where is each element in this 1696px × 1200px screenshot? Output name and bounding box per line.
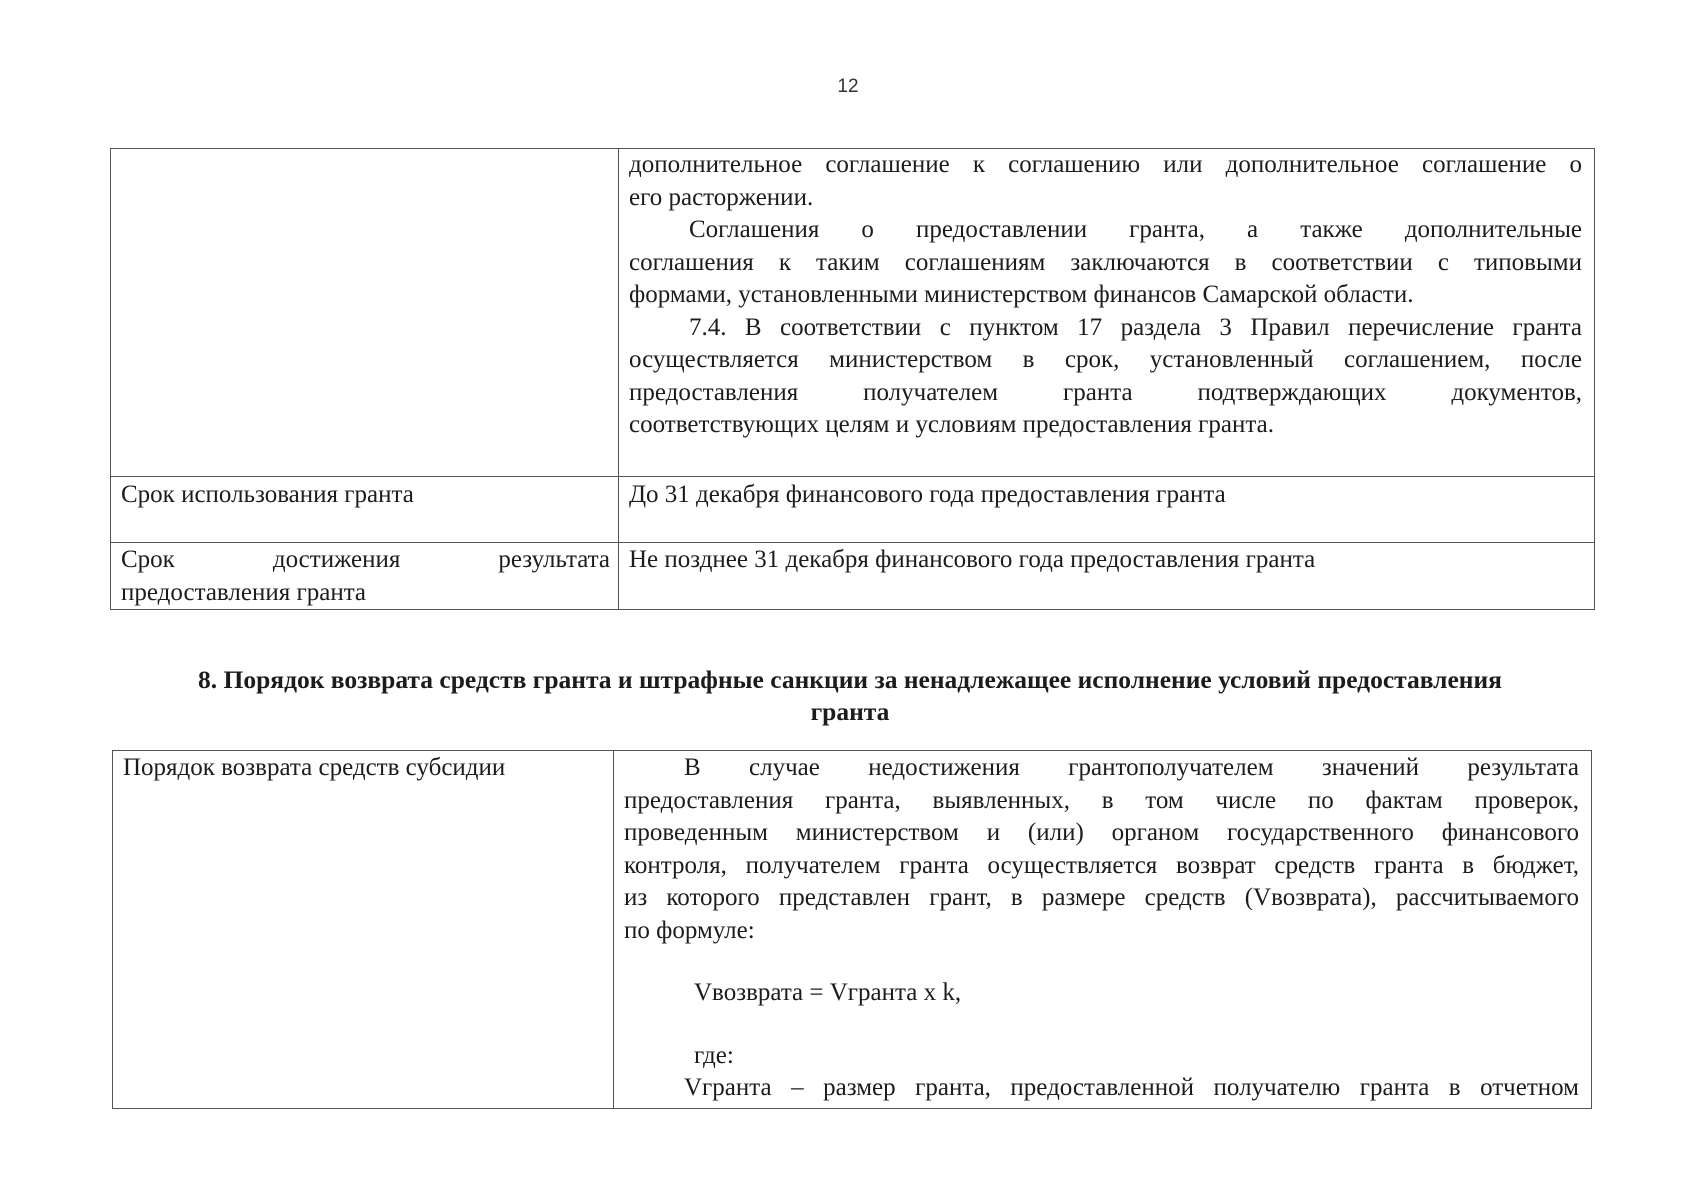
- grant-return-table: [112, 750, 1592, 1109]
- grant-terms-table: [110, 148, 1595, 610]
- text-line: его расторжении.: [629, 183, 814, 211]
- text-line: проведенным министерством и (или) органом государственного финансового: [624, 819, 1579, 846]
- row-label-line: предоставления гранта: [121, 578, 367, 606]
- table-cell-right: [619, 477, 1595, 543]
- table-cell-left: [111, 477, 619, 543]
- row-label-line: Срок достижения результата: [121, 546, 610, 573]
- section-heading: [120, 664, 1580, 728]
- text-line: предоставления гранта, выявленных, в том числе по фактам проверок,: [624, 786, 1579, 814]
- text-line: из которого представлен грант, в размере средств (Vвозврата), рассчитываемого: [624, 884, 1579, 911]
- table-cell-left: [113, 751, 614, 1109]
- table-cell-left: [111, 149, 619, 477]
- table-cell-right: [614, 751, 1592, 1109]
- row-value: До 31 декабря финансового года предоставления гранта: [629, 481, 1226, 508]
- text-line: соответствующих целям и условиям предоставления гранта.: [629, 411, 1274, 438]
- text-line: дополнительное соглашение к соглашению или дополнительное соглашение о: [629, 151, 1582, 178]
- formula: Vвозврата = Vгранта x k,: [694, 979, 962, 1006]
- text-line: предоставления получателем гранта подтверждающих документов,: [629, 378, 1582, 406]
- table-row: [111, 477, 1595, 543]
- text-line: Соглашения о предоставлении гранта, а также дополнительные: [689, 216, 1582, 243]
- table-cell-right: [619, 543, 1595, 610]
- table-row: [113, 751, 1592, 1109]
- section-heading-line: гранта: [810, 697, 890, 726]
- text-line: 7.4. В соответствии с пунктом 17 раздела 3 Правил перечисление гранта: [689, 313, 1582, 341]
- table-cell-left: [111, 543, 619, 610]
- section-heading-line: 8. Порядок возврата средств гранта и штрафные санкции за ненадлежащее исполнение условий предоставления: [198, 665, 1502, 694]
- formula-where: где:: [694, 1041, 734, 1069]
- text-line: Vгранта – размер гранта, предоставленной получателю гранта в отчетном: [684, 1074, 1579, 1101]
- text-line: В случае недостижения грантополучателем значений результата: [684, 754, 1579, 781]
- text-line: контроля, получателем гранта осуществляется возврат средств гранта в бюджет,: [624, 851, 1579, 879]
- page-number: 12: [837, 76, 859, 97]
- table-row: [111, 543, 1595, 610]
- row-value: Не позднее 31 декабря финансового года предоставления гранта: [629, 546, 1316, 573]
- text-line: осуществляется министерством в срок, установленный соглашением, после: [629, 346, 1582, 373]
- row-label: Срок использования гранта: [121, 481, 414, 508]
- table-cell-right: [619, 149, 1595, 477]
- row-label: Порядок возврата средств субсидии: [123, 754, 506, 781]
- text-line: соглашения к таким соглашениям заключаются в соответствии с типовыми: [629, 248, 1582, 276]
- table-row: [111, 149, 1595, 477]
- text-line: по формуле:: [624, 916, 755, 944]
- text-line: формами, установленными министерством финансов Самарской области.: [629, 281, 1414, 308]
